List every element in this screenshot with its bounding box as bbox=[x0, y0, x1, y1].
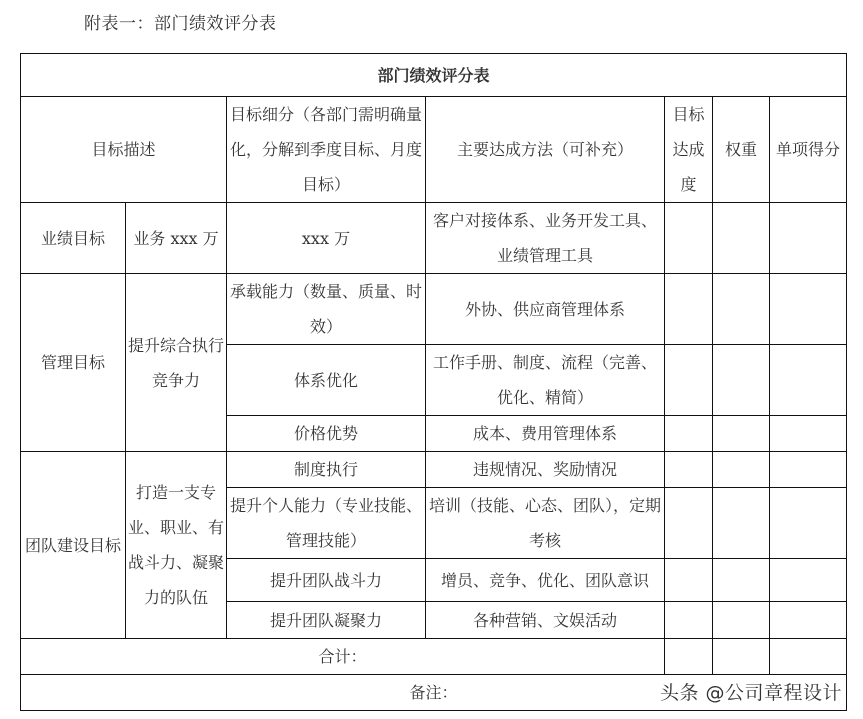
weight-input-cell[interactable] bbox=[713, 203, 770, 274]
achievement-input-cell[interactable] bbox=[665, 559, 713, 602]
score-input-cell[interactable] bbox=[770, 488, 847, 559]
score-input-cell[interactable] bbox=[770, 452, 847, 488]
table-title: 部门绩效评分表 bbox=[21, 54, 847, 97]
total-achievement-cell[interactable] bbox=[665, 639, 713, 675]
method-cell: 增员、竞争、优化、团队意识 bbox=[426, 559, 665, 602]
header-item-score: 单项得分 bbox=[770, 97, 847, 203]
notes-cell[interactable] bbox=[21, 675, 847, 711]
total-weight-cell[interactable] bbox=[713, 639, 770, 675]
breakdown-cell: 承载能力（数量、质量、时效） bbox=[227, 274, 426, 345]
method-cell: 培训（技能、心态、团队），定期考核 bbox=[426, 488, 665, 559]
header-achievement: 目标达成度 bbox=[665, 97, 713, 203]
breakdown-cell: 制度执行 bbox=[227, 452, 426, 488]
method-cell: 客户对接体系、业务开发工具、业绩管理工具 bbox=[426, 203, 665, 274]
table-row bbox=[21, 452, 847, 488]
weight-input-cell[interactable] bbox=[713, 416, 770, 452]
total-label: 合计： bbox=[21, 639, 665, 675]
breakdown-cell: xxx 万 bbox=[227, 203, 426, 274]
weight-input-cell[interactable] bbox=[713, 274, 770, 345]
breakdown-cell: 价格优势 bbox=[227, 416, 426, 452]
category-cell: 管理目标 bbox=[21, 274, 126, 452]
notes-label: 备注： bbox=[409, 683, 458, 702]
header-methods: 主要达成方法（可补充） bbox=[426, 97, 665, 203]
header-goal-description: 目标描述 bbox=[21, 97, 227, 203]
notes-row bbox=[21, 675, 847, 711]
achievement-input-cell[interactable] bbox=[665, 345, 713, 416]
score-input-cell[interactable] bbox=[770, 602, 847, 639]
weight-input-cell[interactable] bbox=[713, 559, 770, 602]
score-input-cell[interactable] bbox=[770, 559, 847, 602]
method-cell: 各种营销、文娱活动 bbox=[426, 602, 665, 639]
watermark-text: 头条 @公司章程设计 bbox=[659, 682, 842, 704]
achievement-input-cell[interactable] bbox=[665, 416, 713, 452]
total-score-cell[interactable] bbox=[770, 639, 847, 675]
sub-goal-cell: 提升综合执行竞争力 bbox=[126, 274, 227, 452]
weight-input-cell[interactable] bbox=[713, 452, 770, 488]
achievement-input-cell[interactable] bbox=[665, 203, 713, 274]
score-input-cell[interactable] bbox=[770, 416, 847, 452]
method-cell: 违规情况、奖励情况 bbox=[426, 452, 665, 488]
achievement-input-cell[interactable] bbox=[665, 488, 713, 559]
method-cell: 成本、费用管理体系 bbox=[426, 416, 665, 452]
breakdown-cell: 提升个人能力（专业技能、管理技能） bbox=[227, 488, 426, 559]
weight-input-cell[interactable] bbox=[713, 602, 770, 639]
score-input-cell[interactable] bbox=[770, 203, 847, 274]
header-weight: 权重 bbox=[713, 97, 770, 203]
header-goal-breakdown: 目标细分（各部门需明确量化，分解到季度目标、月度目标） bbox=[227, 97, 426, 203]
score-input-cell[interactable] bbox=[770, 274, 847, 345]
total-row bbox=[21, 639, 847, 675]
table-row bbox=[21, 274, 847, 345]
breakdown-cell: 提升团队凝聚力 bbox=[227, 602, 426, 639]
sub-goal-cell: 业务 xxx 万 bbox=[126, 203, 227, 274]
table-row bbox=[21, 203, 847, 274]
breakdown-cell: 提升团队战斗力 bbox=[227, 559, 426, 602]
performance-score-table bbox=[20, 53, 847, 711]
category-cell: 团队建设目标 bbox=[21, 452, 126, 639]
weight-input-cell[interactable] bbox=[713, 345, 770, 416]
method-cell: 外协、供应商管理体系 bbox=[426, 274, 665, 345]
achievement-input-cell[interactable] bbox=[665, 274, 713, 345]
breakdown-cell: 体系优化 bbox=[227, 345, 426, 416]
weight-input-cell[interactable] bbox=[713, 488, 770, 559]
achievement-input-cell[interactable] bbox=[665, 452, 713, 488]
category-cell: 业绩目标 bbox=[21, 203, 126, 274]
sub-goal-cell: 打造一支专业、职业、有战斗力、凝聚力的队伍 bbox=[126, 452, 227, 639]
achievement-input-cell[interactable] bbox=[665, 602, 713, 639]
method-cell: 工作手册、制度、流程（完善、优化、精简） bbox=[426, 345, 665, 416]
score-input-cell[interactable] bbox=[770, 345, 847, 416]
table-caption: 附表一：部门绩效评分表 bbox=[84, 14, 277, 34]
